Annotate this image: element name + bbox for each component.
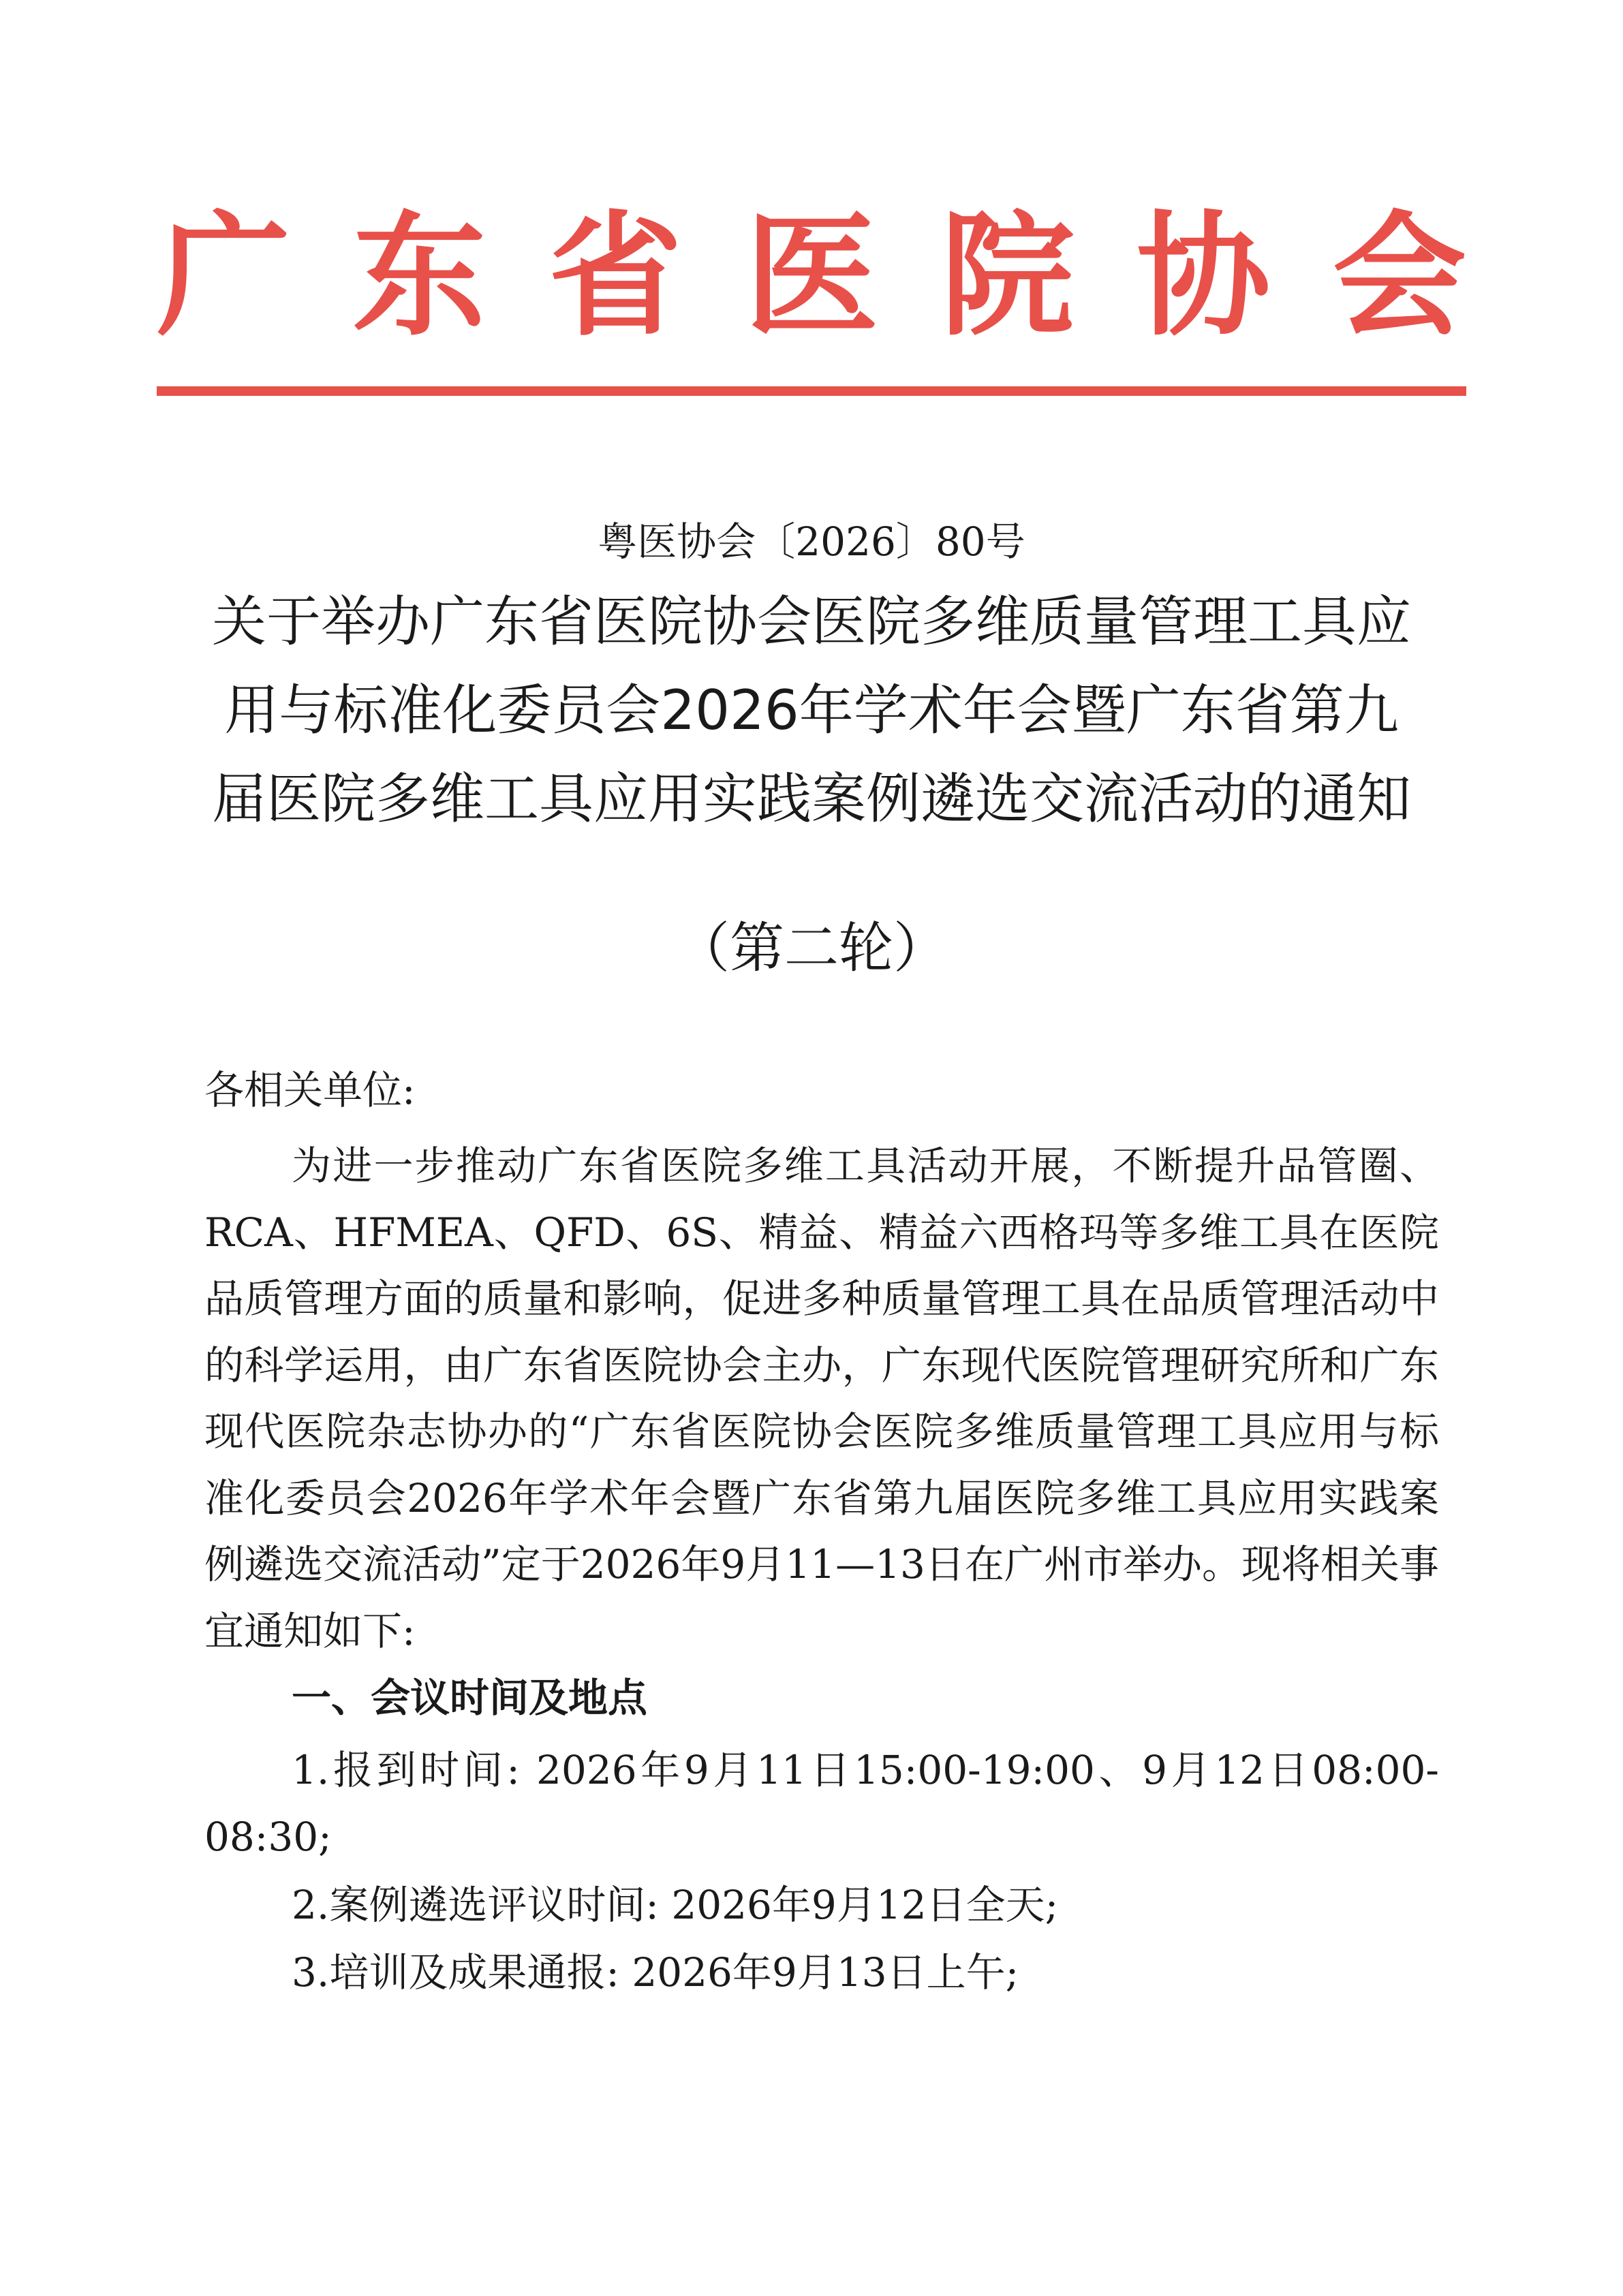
letterhead-char: 医 [744,198,878,354]
letterhead-org-name [157,194,1466,358]
document-number: 粤医协会〔2026〕80号 [598,518,1025,565]
list-item: 2.案例遴选评议时间: 2026年9月12日全天; [292,1882,1059,1928]
letterhead-char: 广 [157,198,291,354]
list-item: 1.报到时间: 2026年9月11日15:00-19:00、9月12日08:00-08:30; [204,1747,1439,1860]
section-heading: 一、会议时间及地点 [292,1675,648,1721]
document-title: 关于举办广东省医院协会医院多维质量管理工具应用与标准化委员会2026年学术年会暨广东省第九届医院多维工具应用实践案例遴选交流活动的通知 [212,590,1411,831]
letterhead-char: 省 [548,198,683,354]
salutation: 各相关单位: [204,1067,416,1113]
letterhead-char: 东 [352,198,486,354]
intro-paragraph: 为进一步推动广东省医院多维工具活动开展，不断提升品管圈、RCA、HFMEA、QFD、6S、精益、精益六西格玛等多维工具在医院品质管理方面的质量和影响，促进多种质量管理工具在品质管理活动中的科学运用，由广东省医院协会主办，广东现代医院管理研究所和广东现代医院杂志协办的“广东省医院协会医院多维质量管理工具应用与标准化委员会2026年学术年会暨广东省第九届医院多维工具应用实践案例遴选交流活动”定于2026年9月11—13日在广州市举办。现将相关事宜通知如下: [204,1143,1439,1654]
list-item: 3.培训及成果通报: 2026年9月13日上午; [292,1949,1019,1996]
letterhead-char: 协 [1137,198,1271,354]
letterhead-char: 院 [940,198,1075,354]
letterhead-divider [157,386,1466,396]
document-subtitle: （第二轮） [675,916,948,980]
letterhead-char: 会 [1332,198,1466,354]
